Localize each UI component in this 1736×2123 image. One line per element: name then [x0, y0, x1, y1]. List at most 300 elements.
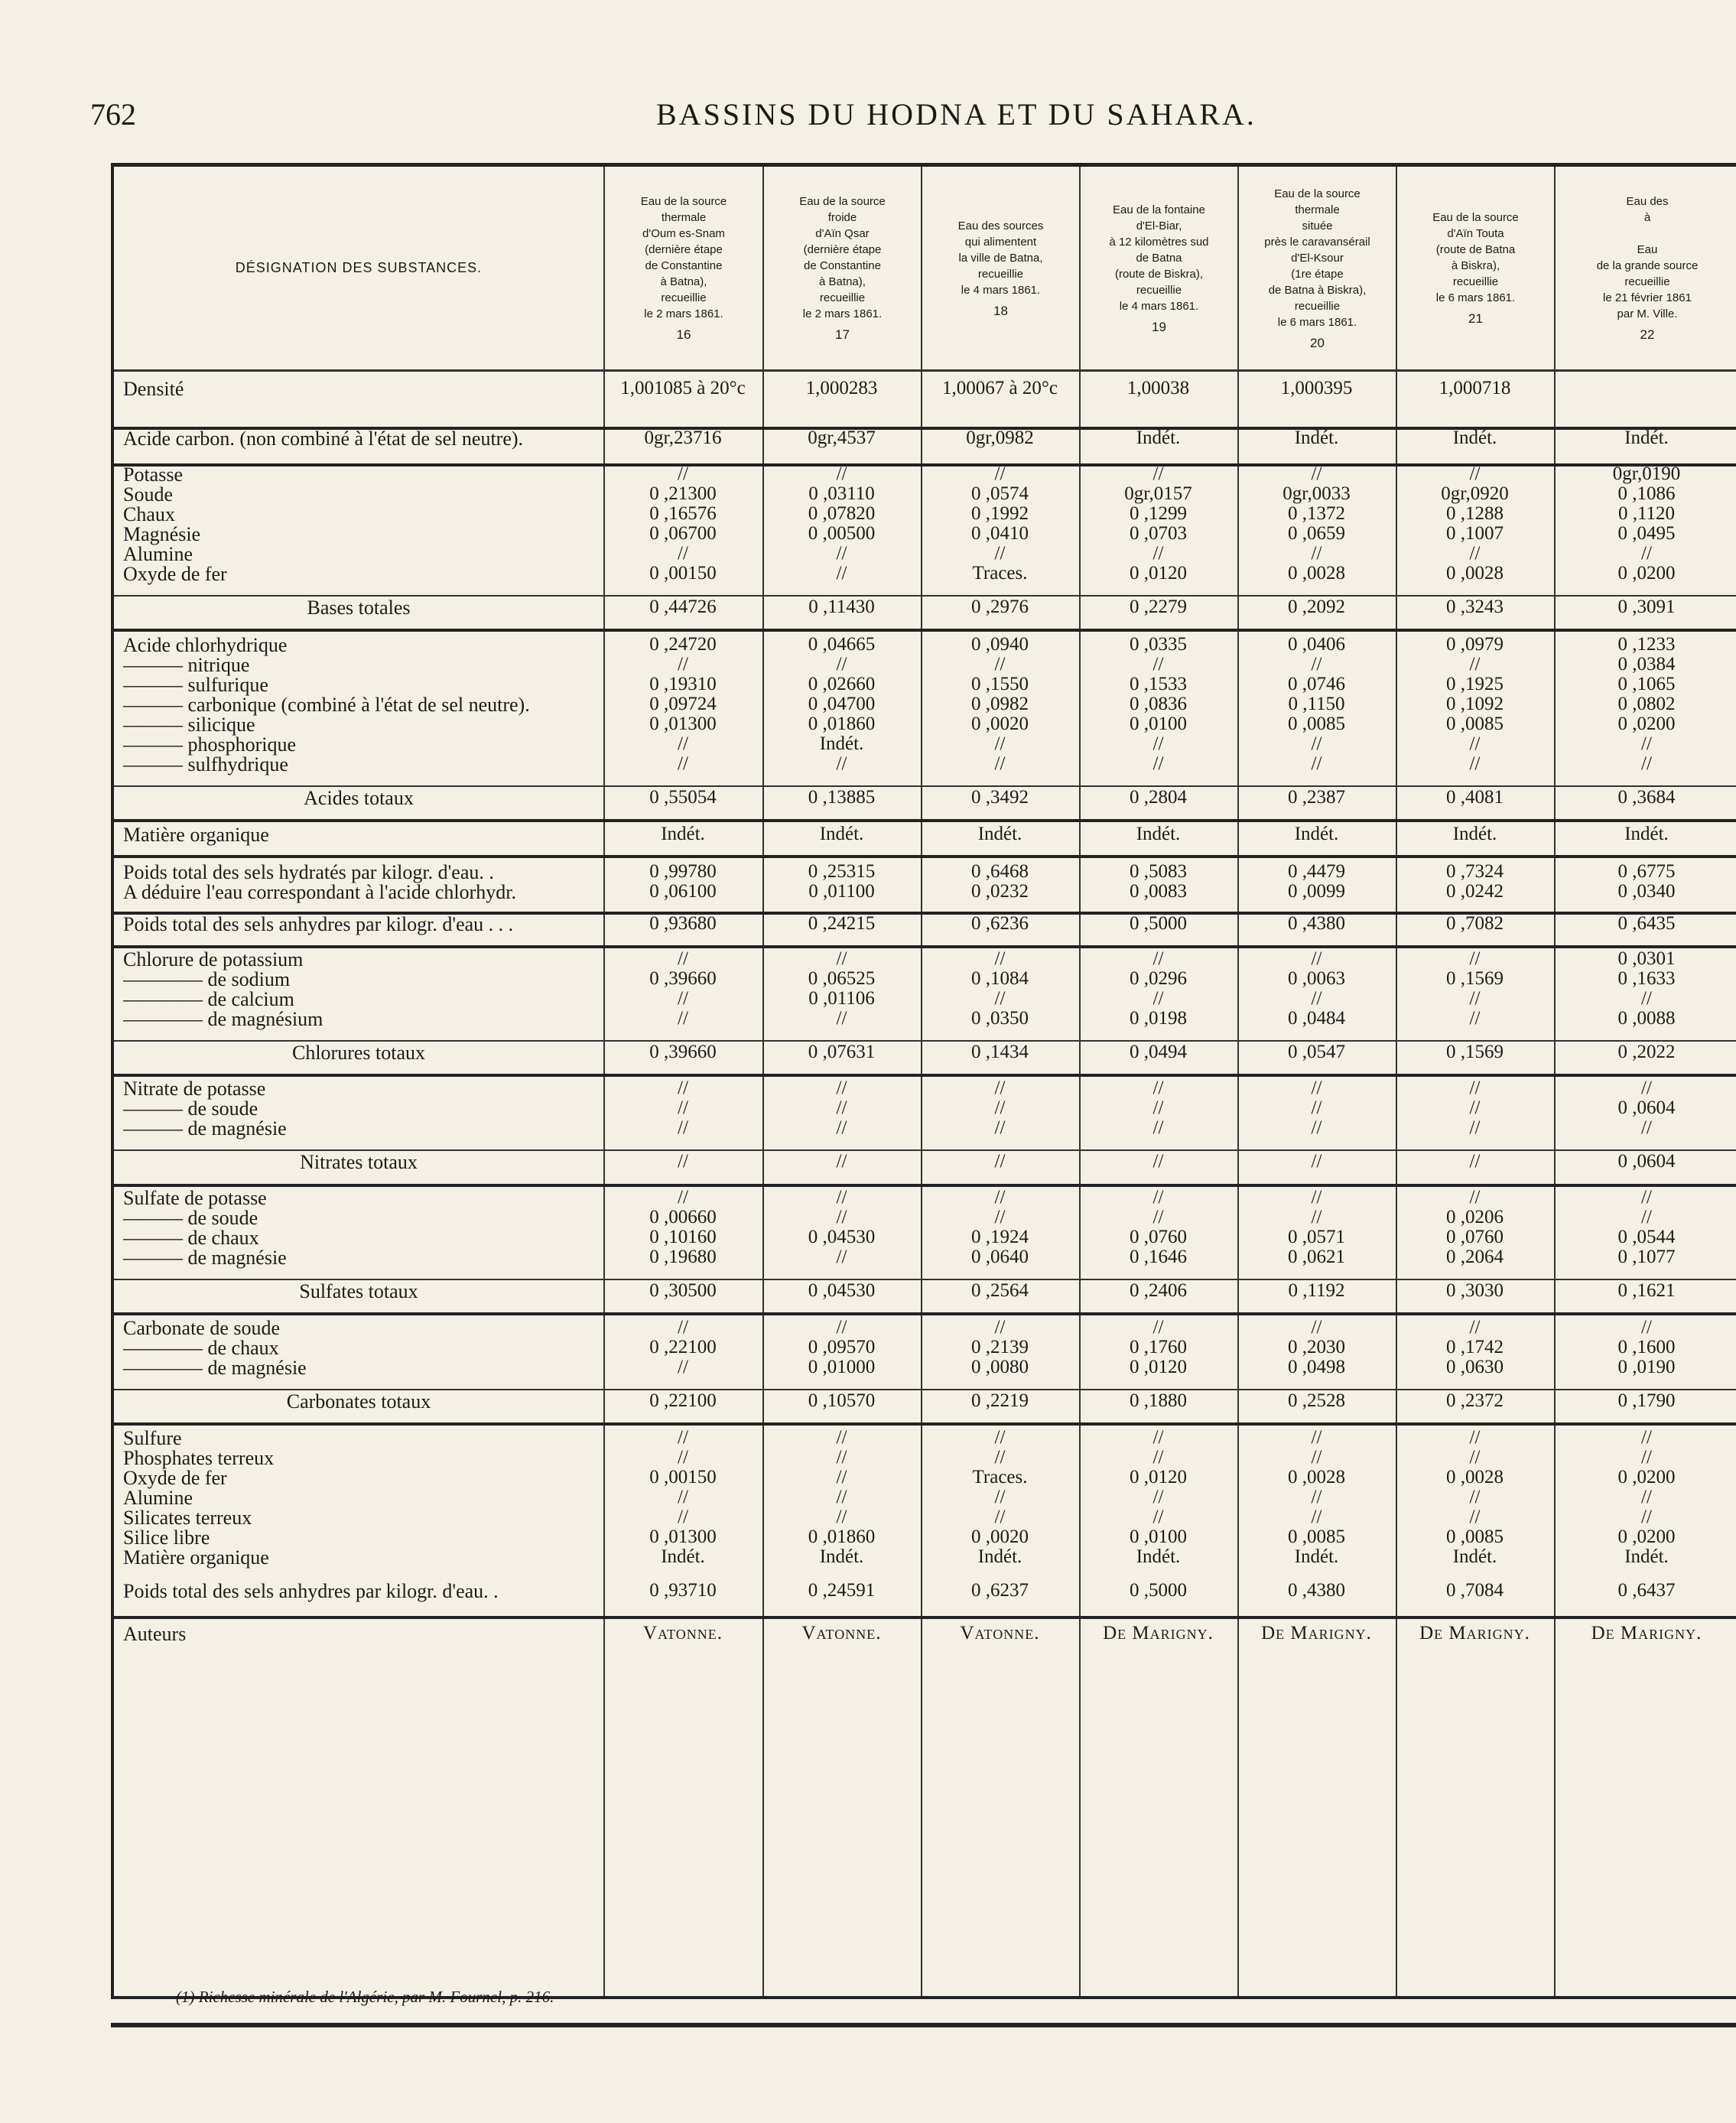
- table-cell: 0gr,0982: [966, 428, 1034, 448]
- row-separator: [114, 1074, 1736, 1077]
- table-cell: 0 ,5000: [1130, 913, 1187, 934]
- table-cell: 0 ,09724: [649, 694, 717, 714]
- page-header: [90, 90, 1734, 144]
- row-label: Poids total des sels anhydres par kilogr. d'eau . . .: [123, 913, 514, 935]
- table-cell: Indét.: [661, 824, 705, 844]
- table-cell: 0 ,0020: [971, 1526, 1029, 1547]
- table-cell: 0 ,5083: [1130, 861, 1187, 882]
- table-cell: 1,001085 à 20°c: [620, 378, 746, 398]
- table-cell: //: [836, 543, 847, 564]
- table-cell: 0 ,0544: [1617, 1227, 1676, 1247]
- table-cell: 0 ,0498: [1288, 1357, 1345, 1377]
- table-cell: //: [678, 543, 688, 564]
- table-cell: //: [1469, 1078, 1481, 1098]
- table-cell: 0 ,03110: [808, 483, 875, 504]
- table-cell: //: [1152, 733, 1164, 754]
- table-cell: //: [678, 733, 688, 754]
- table-cell: //: [1152, 753, 1164, 774]
- table-cell: 0 ,1646: [1130, 1247, 1187, 1267]
- column-number: 17: [835, 327, 850, 342]
- table-cell: 0 ,1924: [971, 1227, 1029, 1247]
- table-cell: Indét.: [819, 1546, 864, 1567]
- table-cell: //: [994, 1447, 1006, 1468]
- table-cell: 0 ,39660: [649, 1042, 717, 1062]
- table-cell: //: [1311, 654, 1322, 675]
- table-cell: 0 ,6775: [1617, 861, 1676, 882]
- column-number: 20: [1310, 335, 1325, 350]
- table-cell: 0 ,1092: [1446, 694, 1504, 714]
- column-description: Eau de la source thermale d'Oum es-Snam (dernière étape de Constantine à Batna), recueillie le 2 mars 1861.: [640, 195, 727, 320]
- table-cell: 0 ,01860: [808, 1526, 876, 1547]
- table-cell: 0 ,0940: [971, 634, 1029, 655]
- column-description: Eau des à Eau de la grande source recueillie le 21 février 1861 par M. Ville.: [1596, 195, 1699, 320]
- table-cell: //: [1469, 654, 1481, 675]
- table-cell: //: [1152, 988, 1164, 1009]
- table-cell: Indét.: [819, 824, 864, 844]
- table-cell: //: [1311, 543, 1322, 564]
- table-cell: 0 ,2219: [971, 1390, 1029, 1411]
- table-cell: 0 ,00660: [649, 1207, 717, 1227]
- table-cell: Indét.: [661, 1546, 705, 1567]
- table-cell: 0 ,4380: [1288, 913, 1345, 934]
- bottom-rule: [111, 2023, 1736, 2027]
- table-cell: //: [836, 463, 847, 484]
- table-cell: 0 ,0100: [1130, 714, 1187, 734]
- table-cell: Indét.: [1136, 1546, 1181, 1567]
- table-cell: //: [1311, 1151, 1322, 1172]
- column-header-20: [1237, 167, 1396, 369]
- table-cell: //: [1311, 1507, 1322, 1527]
- table-cell: 0 ,6237: [971, 1580, 1029, 1601]
- table-cell: //: [836, 1467, 847, 1487]
- table-cell: //: [1641, 1187, 1652, 1208]
- table-cell: //: [1311, 1187, 1322, 1208]
- total-row-label: Sulfates totaux: [299, 1280, 418, 1302]
- table-cell: 0 ,0120: [1130, 563, 1187, 584]
- table-cell: 0 ,0836: [1130, 694, 1187, 714]
- table-cell: 0 ,0340: [1617, 881, 1676, 902]
- table-cell: 0 ,0296: [1130, 968, 1187, 989]
- table-cell: 0 ,16576: [649, 503, 717, 524]
- table-cell: 0 ,0495: [1617, 523, 1676, 544]
- table-cell: 1,000283: [805, 378, 878, 398]
- row-label: Nitrate de potasse: [123, 1078, 266, 1100]
- table-cell: 0 ,1233: [1617, 634, 1676, 655]
- table-cell: //: [1469, 1507, 1481, 1527]
- table-cell: 0 ,0085: [1446, 714, 1504, 734]
- table-cell: //: [836, 1187, 847, 1208]
- row-label: Sulfate de potasse: [123, 1187, 267, 1209]
- table-cell: 0 ,1007: [1446, 523, 1504, 544]
- table-cell: //: [836, 1097, 847, 1118]
- table-cell: 1,00038: [1126, 378, 1190, 398]
- table-cell: 0 ,2804: [1130, 787, 1187, 808]
- table-cell: //: [1311, 1427, 1322, 1448]
- row-label: ——— de soude: [123, 1207, 258, 1229]
- table-cell: 0 ,0350: [971, 1008, 1029, 1029]
- table-cell: //: [1311, 463, 1322, 484]
- table-cell: //: [836, 1247, 847, 1267]
- table-cell: 0 ,3030: [1446, 1280, 1504, 1301]
- table-cell: Traces.: [972, 563, 1028, 584]
- table-cell: //: [836, 1427, 847, 1448]
- table-cell: 0 ,6437: [1617, 1580, 1676, 1601]
- table-cell: //: [994, 733, 1006, 754]
- table-cell: //: [1152, 1097, 1164, 1118]
- table-cell: //: [836, 1008, 847, 1029]
- table-cell: 0gr,23716: [644, 428, 722, 448]
- column-header-16: [603, 167, 762, 369]
- table-cell: 0 ,21300: [649, 483, 717, 504]
- table-cell: 0 ,0410: [971, 523, 1029, 544]
- table-cell: 0 ,07820: [808, 503, 876, 524]
- table-cell: 0 ,1120: [1617, 503, 1676, 524]
- table-cell: 0 ,99780: [649, 861, 717, 882]
- table-cell: 0 ,0760: [1446, 1227, 1504, 1247]
- table-cell: //: [1311, 1117, 1322, 1138]
- table-cell: 1,000395: [1280, 378, 1353, 398]
- row-label: ——— de chaux: [123, 1227, 259, 1249]
- table-cell: //: [836, 1117, 847, 1138]
- row-label: ———— de magnésium: [123, 1008, 323, 1030]
- table-cell: 0 ,0659: [1288, 523, 1345, 544]
- table-cell: 0 ,0028: [1446, 563, 1504, 584]
- row-label: ——— nitrique: [123, 654, 250, 676]
- column-header-18: [921, 167, 1079, 369]
- row-label: Carbonate de soude: [123, 1317, 281, 1339]
- table-cell: //: [1152, 1117, 1164, 1138]
- table-cell: 0 ,01860: [808, 714, 876, 734]
- table-cell: 0 ,1569: [1446, 968, 1504, 989]
- table-cell: 0 ,00500: [808, 523, 876, 544]
- table-cell: 0 ,1372: [1288, 503, 1345, 524]
- table-cell: //: [678, 1507, 688, 1527]
- row-label: Auteurs: [123, 1623, 187, 1645]
- table-cell: De Marigny.: [1261, 1623, 1372, 1643]
- row-separator: [114, 819, 1736, 822]
- table-cell: 0 ,0100: [1130, 1526, 1187, 1547]
- table-cell: 0 ,6468: [971, 861, 1029, 882]
- total-row-label: Carbonates totaux: [286, 1390, 431, 1413]
- table-cell: 0 ,0028: [1288, 563, 1345, 584]
- total-row-label: Chlorures totaux: [291, 1042, 426, 1064]
- table-cell: 0 ,1550: [971, 674, 1029, 694]
- table-cell: //: [836, 948, 847, 969]
- column-number: 18: [993, 303, 1008, 318]
- column-number: 21: [1468, 311, 1483, 326]
- table-cell: 0 ,1150: [1288, 694, 1345, 714]
- table-cell: 0 ,7324: [1446, 861, 1504, 882]
- table-cell: 0 ,01100: [808, 881, 875, 902]
- table-cell: 0 ,2064: [1446, 1247, 1504, 1267]
- table-cell: 0 ,04530: [808, 1227, 876, 1247]
- column-description: Eau de la source d'Aïn Touta (route de Batna à Biskra), recueillie le 6 mars 1861.: [1432, 211, 1519, 304]
- table-cell: 0 ,0494: [1130, 1042, 1187, 1062]
- table-cell: //: [678, 1317, 688, 1338]
- table-cell: 0 ,0232: [971, 881, 1029, 902]
- table-cell: 0 ,0063: [1288, 968, 1345, 989]
- table-cell: //: [1469, 1447, 1481, 1468]
- table-cell: 0 ,0085: [1288, 714, 1345, 734]
- table-cell: //: [678, 1078, 688, 1098]
- table-cell: 0 ,1790: [1617, 1390, 1676, 1411]
- table-cell: 0 ,25315: [808, 861, 876, 882]
- row-label: Poids total des sels anhydres par kilogr. d'eau. .: [123, 1580, 499, 1602]
- table-cell: 0 ,0621: [1288, 1247, 1345, 1267]
- row-label: Alumine: [123, 543, 193, 565]
- table-cell: De Marigny.: [1591, 1623, 1702, 1643]
- row-label: Matière organique: [123, 824, 269, 846]
- table-cell: Indét.: [1452, 428, 1497, 448]
- table-cell: 0 ,2279: [1130, 597, 1187, 617]
- table-cell: //: [836, 654, 847, 675]
- table-cell: 0 ,3091: [1617, 597, 1676, 617]
- table-cell: //: [1469, 1487, 1481, 1507]
- table-cell: 0 ,0574: [971, 483, 1029, 504]
- analysis-table: [111, 163, 1736, 1999]
- table-cell: 0 ,1288: [1446, 503, 1504, 524]
- table-cell: 0gr,0190: [1612, 463, 1681, 484]
- table-cell: 0 ,24720: [649, 634, 717, 655]
- table-cell: //: [1152, 1207, 1164, 1227]
- table-cell: //: [836, 1317, 847, 1338]
- column-number: 22: [1640, 327, 1655, 342]
- table-cell: 0 ,0982: [971, 694, 1029, 714]
- table-cell: 0 ,0979: [1446, 634, 1504, 655]
- row-label: Chlorure de potassium: [123, 948, 304, 970]
- table-cell: 0 ,06100: [649, 881, 717, 902]
- table-cell: //: [994, 1151, 1006, 1172]
- table-cell: 0 ,5000: [1130, 1580, 1187, 1601]
- table-cell: Indét.: [1294, 428, 1339, 448]
- table-cell: //: [994, 1317, 1006, 1338]
- table-cell: 0 ,09570: [808, 1337, 876, 1357]
- table-cell: 0 ,1992: [971, 503, 1029, 524]
- table-cell: //: [1641, 1207, 1652, 1227]
- column-number: 16: [676, 327, 691, 342]
- table-cell: 0 ,0301: [1617, 948, 1676, 969]
- table-cell: 0 ,0242: [1446, 881, 1504, 902]
- table-cell: //: [1469, 1097, 1481, 1118]
- table-cell: //: [836, 1487, 847, 1507]
- table-cell: 0 ,0200: [1617, 1526, 1676, 1547]
- table-cell: Indét.: [1624, 428, 1669, 448]
- table-cell: 0 ,2406: [1130, 1280, 1187, 1301]
- table-cell: 0 ,2564: [971, 1280, 1029, 1301]
- row-label: Silice libre: [123, 1526, 210, 1549]
- row-label: Poids total des sels hydratés par kilogr. d'eau. .: [123, 861, 494, 883]
- table-cell: Indét.: [1452, 1546, 1497, 1567]
- table-cell: //: [678, 1117, 688, 1138]
- table-cell: //: [1641, 1078, 1652, 1098]
- table-cell: //: [1152, 1487, 1164, 1507]
- row-label: ———— de chaux: [123, 1337, 279, 1359]
- table-cell: //: [994, 988, 1006, 1009]
- table-cell: 0 ,22100: [649, 1390, 717, 1411]
- table-cell: //: [1152, 1187, 1164, 1208]
- table-cell: Indét.: [1624, 824, 1669, 844]
- table-cell: Indét.: [819, 733, 864, 754]
- table-cell: 0 ,1925: [1446, 674, 1504, 694]
- table-cell: //: [1469, 543, 1481, 564]
- table-cell: //: [1152, 948, 1164, 969]
- table-cell: //: [836, 1447, 847, 1468]
- table-cell: 0 ,0198: [1130, 1008, 1187, 1029]
- table-cell: 0 ,1621: [1617, 1280, 1676, 1301]
- table-cell: //: [678, 1097, 688, 1118]
- table-cell: 0 ,01106: [808, 988, 875, 1009]
- table-cell: Indét.: [1294, 1546, 1339, 1567]
- table-cell: 0 ,00150: [649, 1467, 717, 1487]
- table-cell: Indét.: [1136, 824, 1181, 844]
- table-cell: 0 ,0384: [1617, 654, 1676, 675]
- table-cell: 0 ,1760: [1130, 1337, 1187, 1357]
- table-cell: 0 ,4479: [1288, 861, 1345, 882]
- table-cell: 0 ,0335: [1130, 634, 1187, 655]
- table-cell: 0 ,00150: [649, 563, 717, 584]
- table-cell: 0 ,7082: [1446, 913, 1504, 934]
- table-cell: 0 ,1299: [1130, 503, 1187, 524]
- table-cell: 0 ,0406: [1288, 634, 1345, 655]
- table-cell: //: [1469, 1317, 1481, 1338]
- row-label: Phosphates terreux: [123, 1447, 275, 1469]
- table-cell: //: [1311, 1447, 1322, 1468]
- row-label: ——— silicique: [123, 714, 255, 736]
- table-cell: //: [1469, 1008, 1481, 1029]
- row-label: ——— carbonique (combiné à l'état de sel neutre).: [123, 694, 530, 716]
- table-cell: 0 ,04530: [808, 1280, 876, 1301]
- table-cell: 0 ,44726: [649, 597, 717, 617]
- table-cell: //: [1469, 1151, 1481, 1172]
- table-cell: 0 ,0630: [1446, 1357, 1504, 1377]
- table-cell: 0 ,93710: [649, 1580, 717, 1601]
- table-cell: //: [1311, 988, 1322, 1009]
- table-cell: 0 ,0099: [1288, 881, 1345, 902]
- table-cell: 0 ,3492: [971, 787, 1029, 808]
- table-cell: 0 ,7084: [1446, 1580, 1504, 1601]
- table-cell: 0 ,1065: [1617, 674, 1676, 694]
- table-cell: //: [994, 1097, 1006, 1118]
- table-cell: 0 ,39660: [649, 968, 717, 989]
- table-cell: //: [836, 1507, 847, 1527]
- table-header: [114, 167, 1736, 372]
- table-cell: De Marigny.: [1419, 1623, 1530, 1643]
- table-cell: //: [1641, 753, 1652, 774]
- table-cell: //: [836, 753, 847, 774]
- table-cell: 0 ,4380: [1288, 1580, 1345, 1601]
- table-cell: 0 ,24215: [808, 913, 876, 934]
- table-cell: 0 ,13885: [808, 787, 876, 808]
- table-cell: //: [1311, 753, 1322, 774]
- table-cell: 0 ,0703: [1130, 523, 1187, 544]
- row-label: ———— de calcium: [123, 988, 294, 1010]
- table-cell: //: [1311, 1487, 1322, 1507]
- table-cell: //: [1469, 948, 1481, 969]
- table-cell: //: [1641, 1117, 1652, 1138]
- table-cell: //: [1469, 988, 1481, 1009]
- table-cell: 0 ,0571: [1288, 1227, 1345, 1247]
- table-cell: 0 ,2976: [971, 597, 1029, 617]
- table-cell: Indét.: [1294, 824, 1339, 844]
- row-label: Matière organique: [123, 1546, 269, 1569]
- table-cell: //: [994, 543, 1006, 564]
- table-cell: 0 ,0028: [1288, 1467, 1345, 1487]
- row-label: ——— phosphorique: [123, 733, 297, 756]
- table-cell: //: [1641, 543, 1652, 564]
- row-label: Alumine: [123, 1487, 193, 1509]
- row-label: ———— de magnésie: [123, 1357, 307, 1379]
- table-cell: //: [1469, 463, 1481, 484]
- table-cell: 0gr,4537: [808, 428, 876, 448]
- row-separator: [114, 629, 1736, 632]
- row-label: Potasse: [123, 463, 183, 486]
- table-cell: //: [678, 463, 688, 484]
- table-cell: //: [994, 753, 1006, 774]
- table-cell: Indét.: [1136, 428, 1181, 448]
- table-cell: 0 ,1569: [1446, 1042, 1504, 1062]
- table-cell: 0 ,22100: [649, 1337, 717, 1357]
- total-row-label: Nitrates totaux: [300, 1151, 418, 1173]
- table-cell: 0 ,0206: [1446, 1207, 1504, 1227]
- table-cell: 0 ,0484: [1288, 1008, 1345, 1029]
- table-cell: 0 ,0200: [1617, 714, 1676, 734]
- row-separator: [114, 1616, 1736, 1619]
- table-cell: 0 ,4081: [1446, 787, 1504, 808]
- table-cell: //: [994, 654, 1006, 675]
- table-cell: 0 ,3243: [1446, 597, 1504, 617]
- table-cell: //: [836, 1207, 847, 1227]
- table-cell: //: [678, 1008, 688, 1029]
- table-cell: 0 ,0190: [1617, 1357, 1676, 1377]
- table-cell: 0 ,04665: [808, 634, 876, 655]
- table-cell: 0 ,1742: [1446, 1337, 1504, 1357]
- table-cell: //: [678, 1447, 688, 1468]
- table-cell: 0 ,11430: [808, 597, 875, 617]
- table-cell: 1,000718: [1439, 378, 1511, 398]
- row-label: ——— de magnésie: [123, 1117, 287, 1140]
- table-cell: Indét.: [977, 824, 1022, 844]
- table-cell: 0 ,06700: [649, 523, 717, 544]
- table-cell: //: [678, 1151, 688, 1172]
- row-separator: [114, 1312, 1736, 1315]
- page-title: BASSINS DU HODNA ET DU SAHARA.: [656, 97, 1256, 132]
- row-label: ——— de magnésie: [123, 1247, 287, 1269]
- row-separator: [114, 855, 1736, 858]
- table-cell: 0 ,2022: [1617, 1042, 1676, 1062]
- column-description: Eau de la fontaine d'El-Biar, à 12 kilomètres sud de Batna (route de Biskra), recueillie le 4 mars 1861.: [1109, 203, 1209, 313]
- row-label: Magnésie: [123, 523, 201, 545]
- row-label: Densité: [123, 378, 184, 400]
- table-cell: 0 ,06525: [808, 968, 876, 989]
- row-label: Acide chlorhydrique: [123, 634, 288, 656]
- table-cell: //: [1469, 733, 1481, 754]
- table-cell: //: [1152, 543, 1164, 564]
- table-cell: //: [994, 1427, 1006, 1448]
- table-cell: //: [678, 948, 688, 969]
- table-cell: 0 ,0028: [1446, 1467, 1504, 1487]
- row-label: A déduire l'eau correspondant à l'acide chlorhydr.: [123, 881, 517, 903]
- row-label: Chaux: [123, 503, 175, 525]
- table-cell: 0 ,0088: [1617, 1008, 1676, 1029]
- column-number: 19: [1152, 319, 1166, 334]
- table-cell: 0 ,6435: [1617, 913, 1676, 934]
- table-cell: 0 ,0547: [1288, 1042, 1345, 1062]
- table-cell: 0 ,1077: [1617, 1247, 1676, 1267]
- table-cell: 0 ,3684: [1617, 787, 1676, 808]
- table-cell: 0 ,1880: [1130, 1390, 1187, 1411]
- column-header-22: [1554, 167, 1736, 369]
- column-description: Eau de la source thermale située près le caravansérail d'El-Ksour (1re étape de Batna à Biskra), recueillie le 6 mars 1861.: [1264, 187, 1370, 329]
